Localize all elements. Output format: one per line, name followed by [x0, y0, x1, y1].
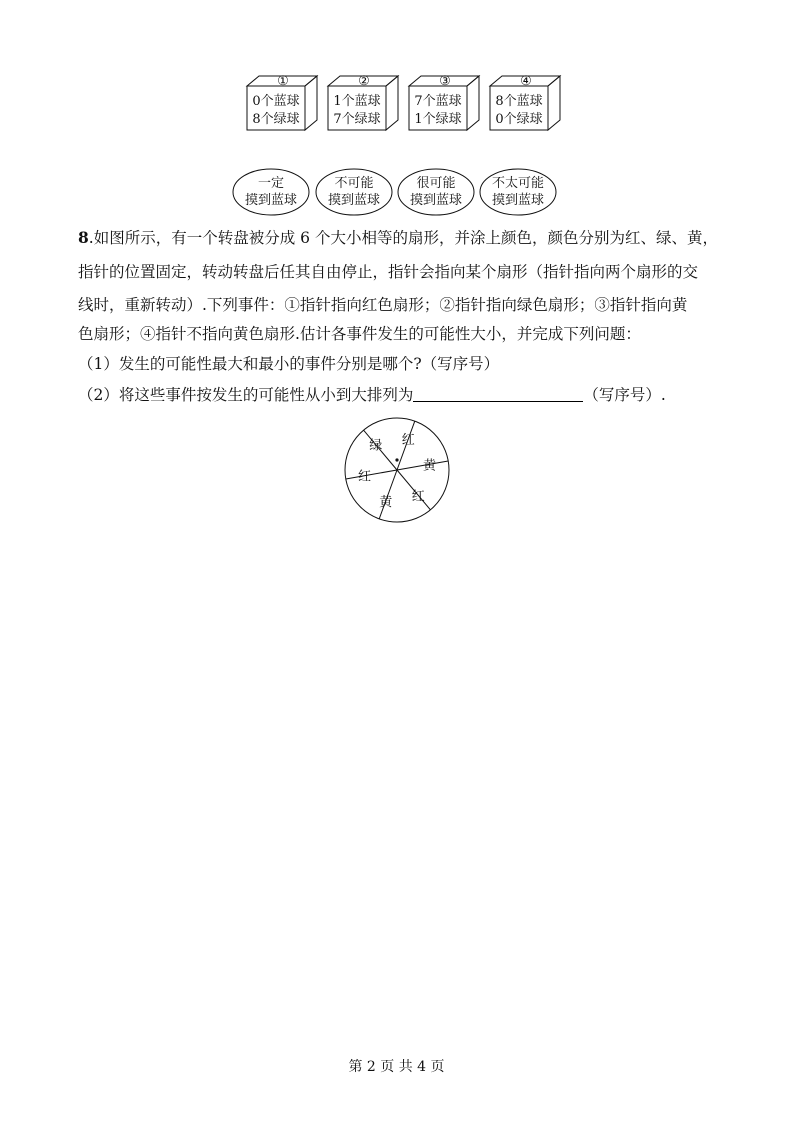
- ball-box: [409, 74, 479, 130]
- box-line1: 1个蓝球: [333, 94, 381, 109]
- box-line2: 0个绿球: [495, 112, 543, 127]
- sub-question-2-suffix: （写序号）.: [583, 386, 666, 404]
- question-line: [78, 228, 718, 248]
- spinner-labels: [358, 433, 437, 510]
- spinner-sector-label: 红: [411, 489, 425, 505]
- question-line: 指针的位置固定，转动转盘后任其自由停止，指针会指向某个扇形（指针指向两个扇形的交: [78, 263, 699, 281]
- question-number: 8: [78, 228, 89, 247]
- spinner-pointer: [395, 458, 398, 461]
- oval-line2: 摸到蓝球: [244, 193, 298, 208]
- sub-question-1: （1）发生的可能性最大和最小的事件分别是哪个?（写序号）: [78, 355, 500, 373]
- question-line: 线时，重新转动）.下列事件：①指针指向红色扇形；②指针指向绿色扇形；③指针指向黄: [78, 296, 688, 314]
- box-line2: 1个绿球: [414, 112, 462, 127]
- spinner-sector-label: 红: [401, 433, 415, 448]
- ball-box: [490, 74, 560, 130]
- probability-oval: [480, 169, 556, 215]
- oval-line2: 摸到蓝球: [491, 193, 545, 208]
- box-line1: 8个蓝球: [495, 94, 543, 109]
- probability-oval: [316, 169, 392, 215]
- box-line2: 7个绿球: [333, 112, 381, 127]
- box-number: ②: [358, 74, 370, 89]
- ball-boxes-figure: [230, 72, 580, 134]
- probability-ovals-figure: [228, 166, 568, 218]
- oval-line1: 一定: [257, 176, 285, 191]
- question-text: .如图所示，有一个转盘被分成 6 个大小相等的扇形，并涂上颜色，颜色分别为红、绿、黄，: [88, 229, 718, 247]
- oval-line1: 很可能: [416, 176, 456, 191]
- oval-line1: 不太可能: [491, 176, 545, 191]
- sub-question-2: [78, 385, 666, 405]
- spinner-figure: [343, 416, 453, 526]
- box-number: ①: [277, 74, 289, 89]
- probability-oval: [233, 169, 309, 215]
- spinner-sector-label: 红: [357, 469, 372, 485]
- spinner-sector-label: 绿: [369, 438, 383, 454]
- sub-question-2-text: （2）将这些事件按发生的可能性从小到大排列为: [78, 386, 414, 404]
- probability-oval: [398, 169, 474, 215]
- box-line1: 0个蓝球: [252, 94, 300, 109]
- box-number: ④: [520, 74, 532, 89]
- spinner-sector-label: 黄: [422, 458, 437, 474]
- oval-line2: 摸到蓝球: [409, 193, 463, 208]
- ball-box: [328, 74, 398, 130]
- box-line1: 7个蓝球: [414, 94, 462, 109]
- oval-line1: 不可能: [334, 176, 374, 191]
- spinner-divider: [346, 470, 397, 479]
- oval-line2: 摸到蓝球: [327, 193, 381, 208]
- page-footer: 第 2 页 共 4 页: [348, 1059, 445, 1075]
- ball-box: [247, 74, 317, 130]
- box-line2: 8个绿球: [252, 112, 300, 127]
- spinner-sector-label: 黄: [379, 495, 393, 510]
- question-line: 色扇形；④指针不指向黄色扇形.估计各事件发生的可能性大小，并完成下列问题：: [78, 325, 641, 343]
- box-number: ③: [439, 74, 451, 89]
- answer-blank[interactable]: [413, 385, 583, 402]
